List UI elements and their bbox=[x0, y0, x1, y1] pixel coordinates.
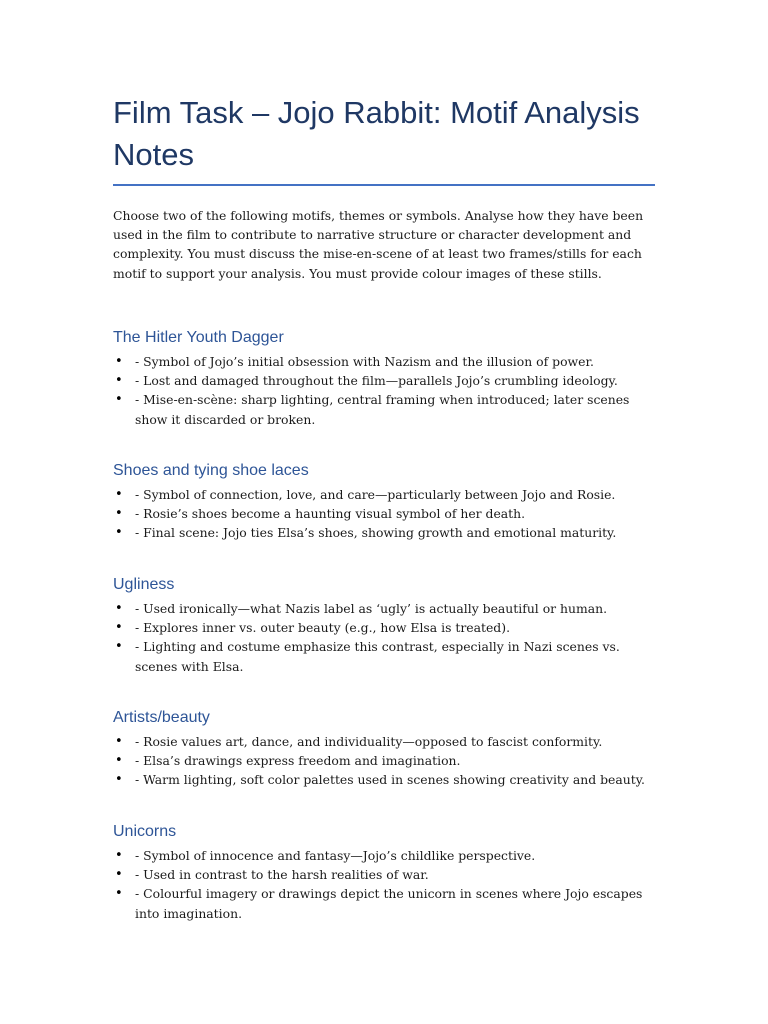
intro-paragraph: Choose two of the following motifs, themes or symbols. Analyse how they have been used in the film to contribute to narrative structure or character development and complexity. You must discuss the mise-en-scene of at least two frames/stills for each motif to support your analysis. You must provide colour images of these stills. bbox=[113, 208, 644, 281]
bullet-icon: • bbox=[115, 373, 123, 389]
list-item bbox=[113, 846, 656, 865]
list-item-text: - Rosie’s shoes become a haunting visual symbol of her death. bbox=[135, 506, 526, 522]
list-item-text: - Used in contrast to the harsh realities of war. bbox=[135, 867, 429, 883]
bullet-icon: • bbox=[115, 620, 123, 636]
section-unicorns bbox=[113, 822, 656, 923]
bullet-list bbox=[113, 352, 656, 429]
list-item bbox=[113, 865, 656, 884]
list-item bbox=[113, 637, 656, 675]
bullet-icon: • bbox=[115, 392, 123, 408]
list-item bbox=[113, 523, 656, 542]
section-heading: Unicorns bbox=[113, 823, 177, 840]
list-item bbox=[113, 732, 656, 751]
list-item-text: - Explores inner vs. outer beauty (e.g., how Elsa is treated). bbox=[135, 620, 511, 636]
list-item-text: - Warm lighting, soft color palettes used in scenes showing creativity and beauty. bbox=[135, 772, 645, 788]
list-item bbox=[113, 390, 656, 428]
bullet-icon: • bbox=[115, 639, 123, 655]
section-heading: Ugliness bbox=[113, 576, 175, 593]
list-item bbox=[113, 504, 656, 523]
bullet-icon: • bbox=[115, 506, 123, 522]
section-hitler-youth-dagger bbox=[113, 328, 656, 429]
list-item-text: - Colourful imagery or drawings depict the unicorn in scenes where Jojo escapes into imagination. bbox=[135, 886, 643, 921]
list-item-text: - Lost and damaged throughout the film—parallels Jojo’s crumbling ideology. bbox=[135, 373, 618, 389]
list-item-text: - Elsa’s drawings express freedom and imagination. bbox=[135, 753, 461, 769]
list-item bbox=[113, 618, 656, 637]
list-item-text: - Mise-en-scène: sharp lighting, central framing when introduced; later scenes show it discarded or broken. bbox=[135, 392, 630, 427]
bullet-list bbox=[113, 846, 656, 923]
list-item-text: - Lighting and costume emphasize this contrast, especially in Nazi scenes vs. scenes with Elsa. bbox=[135, 639, 620, 674]
section-heading: Shoes and tying shoe laces bbox=[113, 462, 309, 479]
bullet-icon: • bbox=[115, 886, 123, 902]
bullet-icon: • bbox=[115, 753, 123, 769]
list-item-text: - Symbol of Jojo’s initial obsession with Nazism and the illusion of power. bbox=[135, 354, 594, 369]
bullet-icon: • bbox=[115, 772, 123, 788]
page-title: Film Task – Jojo Rabbit: Motif Analysis Notes bbox=[113, 95, 640, 172]
bullet-icon: • bbox=[115, 487, 123, 502]
bullet-icon: • bbox=[115, 867, 123, 883]
section-shoes bbox=[113, 461, 656, 543]
list-item bbox=[113, 751, 656, 770]
list-item bbox=[113, 599, 656, 618]
title-divider bbox=[113, 184, 655, 186]
bullet-list bbox=[113, 485, 656, 543]
list-item bbox=[113, 352, 656, 371]
section-heading: The Hitler Youth Dagger bbox=[113, 329, 284, 346]
bullet-icon: • bbox=[115, 354, 123, 369]
bullet-list bbox=[113, 732, 656, 790]
bullet-icon: • bbox=[115, 601, 123, 616]
list-item-text: - Final scene: Jojo ties Elsa’s shoes, showing growth and emotional maturity. bbox=[135, 525, 617, 541]
section-artists-beauty bbox=[113, 708, 656, 790]
list-item bbox=[113, 770, 656, 789]
list-item bbox=[113, 371, 656, 390]
list-item-text: - Symbol of connection, love, and care—particularly between Jojo and Rosie. bbox=[135, 487, 616, 502]
section-ugliness bbox=[113, 575, 656, 676]
document-body bbox=[113, 92, 656, 921]
list-item bbox=[113, 884, 656, 922]
list-item-text: - Symbol of innocence and fantasy—Jojo’s childlike perspective. bbox=[135, 848, 536, 863]
bullet-list bbox=[113, 599, 656, 676]
list-item-text: - Used ironically—what Nazis label as ‘ugly’ is actually beautiful or human. bbox=[135, 601, 608, 616]
bullet-icon: • bbox=[115, 734, 123, 749]
bullet-icon: • bbox=[115, 525, 123, 541]
section-heading: Artists/beauty bbox=[113, 709, 210, 726]
list-item bbox=[113, 485, 656, 504]
list-item-text: - Rosie values art, dance, and individuality—opposed to fascist conformity. bbox=[135, 734, 603, 749]
bullet-icon: • bbox=[115, 848, 123, 863]
